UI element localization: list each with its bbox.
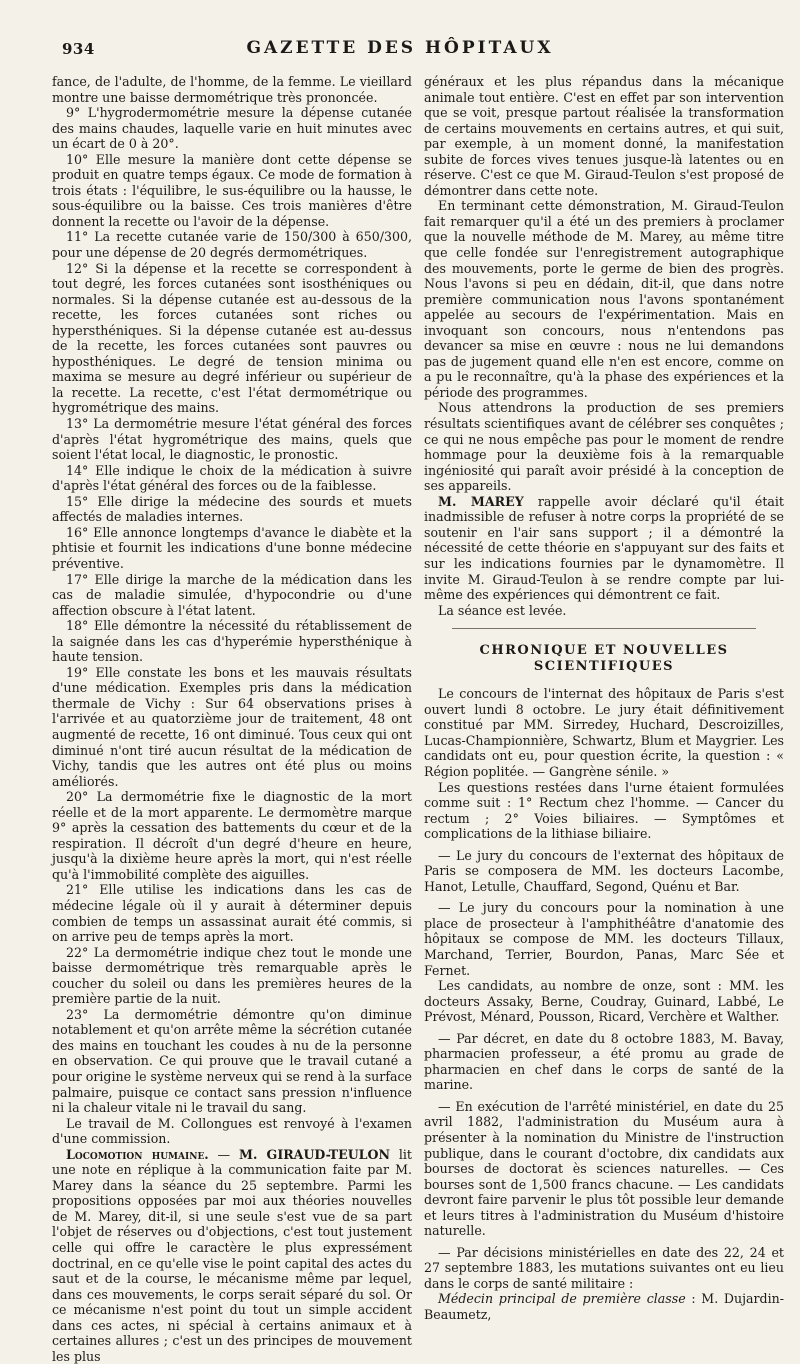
author-name: M. MAREY bbox=[438, 493, 524, 509]
paragraph: 14° Elle indique le choix de la médication à suivre d'après l'état général des forces ou de la faiblesse. bbox=[52, 462, 412, 494]
section-lead: Locomotion humaine. bbox=[66, 1146, 209, 1162]
paragraph: Locomotion humaine. — M. GIRAUD-TEULON lit une note en réplique à la communication faite par M. Marey dans la séance du 25 septembre. Parmi les propositions opposées par moi aux théories nouvelles de M. Marey, dit-il, si une seule s'est vue de sa part l'objet de réserves ou d'objections, c'est tout justement celle qui offre le caractère le plus expressément doctrinal, en ce qu'elle vise le point capital des actes du saut et de la course, le mécanisme même par lequel, dans ces mouvements, le corps serait séparé du sol. Or ce mécanisme n'est point du tout un simple accident dans ces actes, ni spécial à certains animaux et à certaines allures ; c'est un des principes de mouvement les plus bbox=[52, 1146, 412, 1364]
paragraph: 22° La dermométrie indique chez tout le monde une baisse dermométrique très remarquable après le coucher du soleil ou dans les premières heures de la première partie de la nuit. bbox=[52, 944, 412, 1007]
paragraph: 15° Elle dirige la médecine des sourds et muets affectés de maladies internes. bbox=[52, 493, 412, 525]
paragraph: — Par décisions ministérielles en date des 22, 24 et 27 septembre 1883, les mutations suivantes ont eu lieu dans le corps de santé militaire : bbox=[424, 1244, 784, 1291]
page-number: 934 bbox=[62, 40, 95, 58]
paragraph: Les questions restées dans l'urne étaient formulées comme suit : 1° Rectum chez l'homme. — Cancer du rectum ; 2° Voies biliaires. — Symptômes et complications de la lithiase biliaire. bbox=[424, 779, 784, 842]
paragraph bbox=[424, 494, 784, 603]
right-column bbox=[424, 74, 785, 1323]
paragraph-text: rappelle avoir déclaré qu'il était inadmissible de refuser à notre corps la propriété de se soutenir en l'air sans support ; il a démontré la nécessité de cette théorie en s'appuyant sur des faits et sur les indications fournies par le dynamomètre. Il invite M. Giraud-Teulon à se rendre compte par lui-même des expériences qui démontrent ce fait. bbox=[424, 493, 784, 603]
paragraph: 13° La dermométrie mesure l'état général des forces d'après l'état hygrométrique des mains, quels que soient l'état local, le diagnostic, le pronostic. bbox=[52, 416, 412, 463]
paragraph: Le travail de M. Collongues est renvoyé à l'examen d'une commission. bbox=[52, 1115, 412, 1147]
paragraph: Nous attendrons la production de ses premiers résultats scientifiques avant de célébrer ses conquêtes ; ce qui ne nous empêche pas pour le moment de rendre hommage pour la deuxième fois à la remarquable ingéniosité qui paraît avoir présidé à la conception de ses appareils. bbox=[424, 400, 784, 494]
section-title: CHRONIQUE ET NOUVELLES SCIENTIFIQUES bbox=[479, 643, 729, 674]
paragraph: 11° La recette cutanée varie de 150/300 à 650/300, pour une dépense de 20 degrés dermométriques. bbox=[52, 229, 412, 261]
paragraph: 18° Elle démontre la nécessité du rétablissement de la saignée dans les cas d'hyperémie hypersthénique à haute tension. bbox=[52, 618, 412, 665]
paragraph: 16° Elle annonce longtemps d'avance le diabète et la phtisie et fournit les indications d'une bonne médecine préventive. bbox=[52, 524, 412, 571]
paragraph: Les candidats, au nombre de onze, sont : MM. les docteurs Assaky, Berne, Coudray, Guinard, Labbé, Le Prévost, Ménard, Pousson, Ricard, Verchère et Walther. bbox=[424, 978, 784, 1025]
paragraph: Le concours de l'internat des hôpitaux de Paris s'est ouvert lundi 8 octobre. Le jury était définitivement constitué par MM. Sirredey, Huchard, Descroizilles, Lucas-Championnière, Schwartz, Blum et Maygrier. Les candidats ont eu, pour question écrite, la question : « Région poplitée. — Gangrène sénile. » bbox=[424, 686, 784, 779]
paragraph: La séance est levée. bbox=[438, 602, 567, 618]
paragraph: En terminant cette démonstration, M. Giraud-Teulon fait remarquer qu'il a été un des premiers à proclamer que la nouvelle méthode de M. Marey, au même titre que celle fondée sur l'enregistrement autographique des mouvements, porte le germe de bien des progrès. Nous l'avons si peu en dédain, dit-il, que dans notre première communication nous l'avons spontanément appelée au secours de l'expérimentation. Mais en invoquant son concours, nous n'entendons pas devancer sa mise en œuvre : nous ne lui demandons pas de jugement quand elle n'en est encore, comme on a pu le reconnaître, qu'à la phase des expériences et la période des programmes. bbox=[424, 198, 784, 400]
paragraph: — Le jury du concours pour la nomination à une place de prosecteur à l'amphithéâtre d'anatomie des hôpitaux se compose de MM. les docteurs Tillaux, Marchand, Terrier, Bourdon, Panas, Marc Sée et Fernet. bbox=[424, 900, 784, 978]
left-column bbox=[52, 74, 412, 1364]
paragraph: fance, de l'adulte, de l'homme, de la femme. Le vieillard montre une baisse dermométrique très prononcée. bbox=[52, 74, 412, 105]
paragraph: — Par décret, en date du 8 octobre 1883, M. Bavay, pharmacien professeur, a été promu au grade de pharmacien en chef dans le corps de santé de la marine. bbox=[424, 1030, 784, 1093]
paragraph bbox=[424, 1291, 784, 1322]
paragraph: 23° La dermométrie démontre qu'on diminue notablement et qu'on arrête même la sécrétion cutanée des mains en touchant les coudes à nu de la personne en observation. Ce qui prouve que le travail cutané a pour origine le système nerveux qui se rend à la surface palmaire, puisque ce contact sans pression n'influence ni la chaleur vitale ni le travail du sang. bbox=[52, 1006, 412, 1116]
journal-title: GAZETTE DES HÔPITAUX bbox=[246, 38, 554, 58]
paragraph: généraux et les plus répandus dans la mécanique animale tout entière. C'est en effet par son intervention que se voit, presque partout réalisée la transformation de certains mouvements en certains autres, et qui suit, par exemple, à un moment donné, la manifestation subite de forces vives tenues jusque-là latentes ou en réserve. C'est ce que M. Giraud-Teulon s'est proposé de démontrer dans cette note. bbox=[424, 74, 784, 198]
paragraph: 20° La dermométrie fixe le diagnostic de la mort réelle et de la mort apparente. Le dermomètre marque 9° après la cessation des battements du cœur et de la respiration. Il décroît d'un degré d'heure en heure, jusqu'à la dixième heure après la mort, qui n'est réelle qu'à l'immobilité complète des aiguilles. bbox=[52, 789, 412, 882]
paragraph: 19° Elle constate les bons et les mauvais résultats d'une médication. Exemples pris dans la médication thermale de Vichy : Sur 64 observations prises à l'arrivée et au quatorzième jour de traitement, 48 ont augmenté de recette, 16 ont diminué. Tous ceux qui ont diminué n'ont tiré aucun résultat de la médication de Vichy, tandis que les autres ont été plus ou moins améliorés. bbox=[52, 664, 412, 789]
paragraph: 17° Elle dirige la marche de la médication dans les cas de maladie simulée, d'hypocondrie ou d'une affection obscure à l'état latent. bbox=[52, 571, 412, 618]
paragraph: 9° L'hygrodermométrie mesure la dépense cutanée des mains chaudes, laquelle varie en huit minutes avec un écart de 0 à 20°. bbox=[52, 105, 412, 152]
author-name: M. GIRAUD-TEULON bbox=[239, 1146, 391, 1162]
divider bbox=[452, 628, 756, 629]
paragraph-text: lit une note en réplique à la communication faite par M. Marey dans la séance du 25 septembre. Parmi les propositions opposées par moi aux théories nouvelles de M. Marey, dit-il, si une seule s'est vue de sa part l'objet de réserves ou d'objections, c'est tout justement celle qui offre le caractère le plus expressément doctrinal, en ce qu'elle vise le point capital des actes du saut et de la course, le mécanisme même par lequel, dans ces mouvements, le corps serait séparé du sol. Or ce mécanisme n'est point du tout un simple accident dans ces actes, ni spécial à certains animaux et à certaines allures ; c'est un des principes de mouvement les plus bbox=[52, 1146, 412, 1364]
paragraph-text: : M. Dujardin-Beaumetz, bbox=[424, 1291, 785, 1323]
italic-text: Médecin principal de première classe bbox=[438, 1291, 686, 1307]
paragraph: 12° Si la dépense et la recette se correspondent à tout degré, les forces cutanées sont isosthéniques ou normales. Si la dépense cutanée est au-dessous de la recette, les forces cutanées sont riches ou hypersthéniques. Si la dépense cutanée est au-dessus de la recette, les forces cutanées sont pauvres ou hyposthéniques. Le degré de tension minima ou maxima se mesure au degré inférieur ou supérieur de la recette. La recette, c'est l'état dermométrique ou hygrométrique des mains. bbox=[52, 260, 412, 416]
paragraph: 10° Elle mesure la manière dont cette dépense se produit en quatre temps égaux. Ce mode de formation à trois états : l'équilibre, le sus-équilibre ou la hausse, le sous-équilibre ou la baisse. Ces trois manières d'être donnent la recette ou l'avoir de la dépense. bbox=[52, 151, 412, 229]
paragraph: 21° Elle utilise les indications dans les cas de médecine légale où il y aurait à déterminer depuis combien de temps un assassinat aurait été commis, si on arrive peu de temps après la mort. bbox=[52, 882, 412, 945]
page-header bbox=[0, 0, 800, 70]
paragraph: — Le jury du concours de l'externat des hôpitaux de Paris se composera de MM. les docteurs Lacombe, Hanot, Letulle, Chauffard, Segond, Quénu et Bar. bbox=[424, 847, 784, 894]
paragraph: — En exécution de l'arrêté ministériel, en date du 25 avril 1882, l'administration du Muséum aura à présenter à la nomination du Ministre de l'instruction publique, dans le courant d'octobre, dix candidats aux bourses de doctorat ès sciences naturelles. — Ces bourses sont de 1,500 francs chacune. — Les candidats devront faire parvenir le plus tôt possible leur demande et leurs titres à l'administration du Muséum d'histoire naturelle. bbox=[424, 1098, 784, 1239]
